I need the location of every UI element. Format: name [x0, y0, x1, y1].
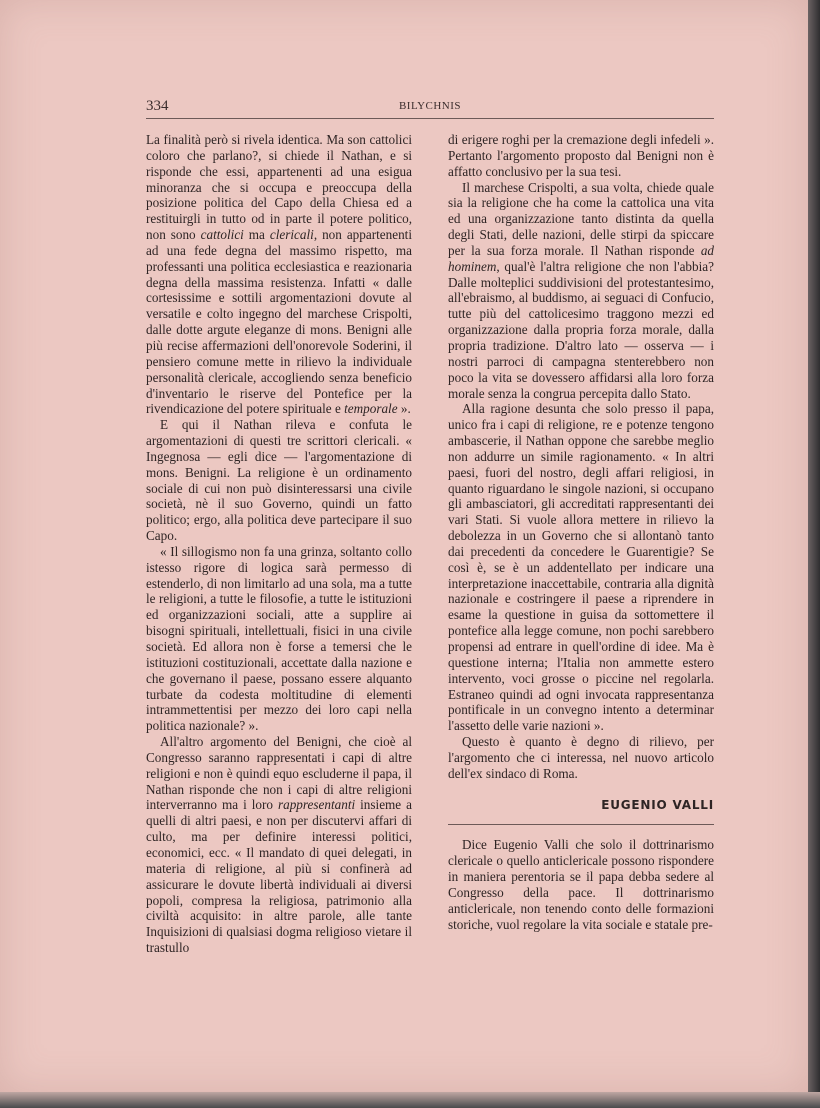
paragraph [448, 180, 714, 402]
text-run: insieme a quelli di altri paesi, e non per discutervi affari di culto, ma per definire interessi politici, economici, ecc. « Il mandato di quei delegati, in materia di religione, al più si confinerà ad assicurare le dovute libertà individuali ai diversi popoli, compresa la religiosa, patrimonio alla civiltà acquisito: in altre parole, alle tante Inquisizioni di qualsiasi dogma religioso vietare il trastullo [146, 797, 412, 956]
right-column [448, 132, 714, 933]
paragraph [146, 734, 412, 956]
paragraph [448, 734, 714, 782]
italic-text: cattolici [200, 227, 244, 243]
book-edge-bottom [0, 1092, 820, 1108]
page-header [146, 98, 714, 118]
running-title: BILYCHNIS [398, 100, 462, 112]
italic-text: clericali [269, 227, 314, 243]
text-run: di erigere roghi per la cremazione degli infedeli ». Pertanto l'argomento proposto dal Benigni non è affatto conclusivo per la sua tesi. [448, 132, 714, 179]
paragraph [146, 132, 412, 417]
book-edge-right [808, 0, 820, 1108]
text-run: Dice Eugenio Valli che solo il dottrinarismo clericale o quello anticlericale possono rispondere in maniera perentoria se il papa debba sedere al Congresso della pace. Il dottrinarismo anticlericale, non tenendo conto delle formazioni storiche, vuol regolare la vita sociale e statale pre- [448, 837, 714, 932]
paragraph [448, 837, 714, 932]
text-run: Il marchese Crispolti, a sua volta, chiede quale sia la religione che ha come la cattolica una vita ed una organizzazione tanto distinta da quella degli Stati, delle nazioni, delle stirpi da spiccare per la sua forza morale. Il Nathan risponde [448, 179, 714, 258]
page-number: 334 [146, 98, 169, 114]
text-run: La finalità però si rivela identica. Ma son cattolici coloro che parlano?, si chiede il Nathan, e si risponde che essi, appartenenti ad una esigua minoranza che si occupa e preoccupa della posizione politica del Capo della Chiesa ed a restituirgli in tutto od in parte il potere politico, non sono [146, 132, 412, 243]
left-column [146, 132, 412, 956]
text-run: All'altro argomento del Benigni, che cioè al Congresso saranno rappresentati i capi di altre religioni e non è quindi equo escluderne il papa, il Nathan risponde che non i capi di altre religioni interverranno ma i loro [146, 734, 412, 813]
paragraph [448, 401, 714, 734]
text-run: ». [397, 401, 411, 417]
italic-text: ad hominem [448, 242, 714, 274]
paragraph [146, 417, 412, 544]
italic-text: temporale [344, 401, 398, 417]
italic-text: rappresentanti [277, 797, 356, 813]
header-rule [146, 118, 714, 119]
text-run: , qual'è l'altra religione che non l'abbia? Dalle molteplici suddivisioni del protestantesimo, all'ebraismo, al buddismo, ai seguaci di Confucio, tutte più del cattolicesimo traggono mezzi ed organizzazione dalla propria forza morale, dalla propria tradizione. D'altro lato — osserva — i nostri parroci di campagna stenterebbero non poco la vita se dovessero affidarsi alla loro forza morale senza la congrua percepita dallo Stato. [448, 258, 714, 401]
text-run: ma [243, 227, 270, 243]
text-run: Questo è quanto è degno di rilievo, per l'argomento che ci interessa, nel nuovo articolo dell'ex sindaco di Roma. [448, 734, 714, 781]
text-run: , non appartenenti ad una fede degna del massimo rispetto, ma professanti una politica ecclesiastica e reazionaria degna della massima resistenza. Infatti « dalle cortesissime e sottili argomentazioni dovute al versatile e colto ingegno del marchese Crispolti, dalle dotte argute eleganze di mons. Benigni alle più recise affermazioni dell'onorevole Soderini, il pensiero comune mette in rilievo la individuale personalità clericale, accogliendo senza beneficio d'inventario le riserve del Pontefice per la rivendicazione del potere spirituale e [146, 227, 412, 417]
section-title: EUGENIO VALLI [601, 797, 714, 812]
text-run: Alla ragione desunta che solo presso il papa, unico fra i capi di religione, re e potenze tengono ambascerie, il Nathan oppone che sarebbe meglio non addurre un simile ragionamento. « In altri paesi, fuori del nostro, degli affari religiosi, in quanto riguardano le singole nazioni, si occupano gli ambasciatori, gli accreditati rappresentanti dei vari Stati. Si vuole allora mettere in rilievo la debolezza in un Governo che si allontanò tanto dai precedenti da concedere le Guarentigie? Se così è, se è un addentellato per indicare una interpretazione inaccettabile, contraria alla dignità nazionale e costringere il paese a riprendere in esame la questione in guisa da sottomettere il pontefice alla legge comune, non pochi sarebbero propensi ad entrare in quell'ordine di idee. Ma è questione interna; l'Italia non ammette estero intervento, voci grosse o piccine nel regolarla. Estraneo quindi ad ogni invocata rappresentanza pontificale in un convegno intento a determinar l'assetto delle varie nazioni ». [448, 401, 714, 734]
paragraph [146, 544, 412, 734]
text-run: « Il sillogismo non fa una grinza, soltanto collo istesso rigore di logica sarà permesso di estenderlo, di non limitarlo ad una sola, ma a tutte le religioni, a tutte le filosofie, a tutte le istituzioni ed organizzazioni sociali, atte a supplire ai bisogni spirituali, intellettuali, fisici in una civile società. Ed allora non è forse a temersi che le istituzioni costituzionali, accettate dalla nazione e che governano il paese, possano essere alquanto turbate da codesta moltitudine di elementi intrammettentisi per mezzo dei loro capi nella politica nazionale? ». [146, 543, 412, 734]
section-rule [448, 824, 714, 825]
text-run: E qui il Nathan rileva e confuta le argomentazioni di questi tre scrittori clericali. « Ingegnosa — egli dice — l'argomentazione di mons. Benigni. La religione è un ordinamento sociale di cui non può disinteressarsi una civile società, nè il suo Governo, quindi un fatto politico; ergo, alla politica deve partecipare il suo Capo. [146, 417, 412, 544]
paragraph [448, 132, 714, 180]
